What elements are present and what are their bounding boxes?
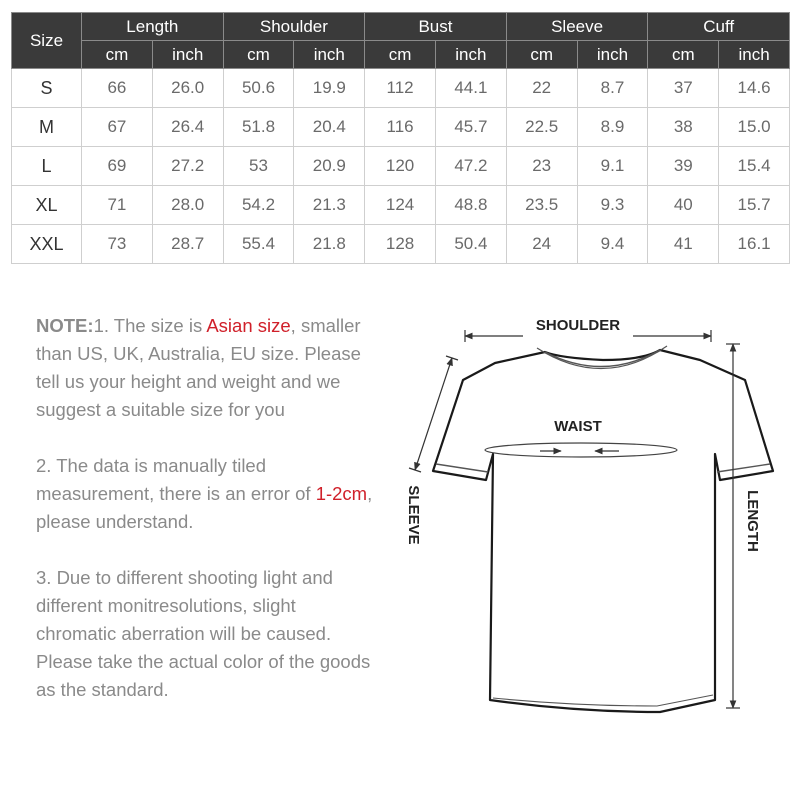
note-1-text: 1. The size is	[93, 315, 207, 336]
table-cell: 15.4	[719, 147, 790, 186]
table-cell: 24	[506, 225, 577, 264]
table-cell: 9.4	[577, 225, 648, 264]
table-cell: 15.0	[719, 108, 790, 147]
table-cell: 21.3	[294, 186, 365, 225]
note-2-highlight: 1-2cm	[315, 483, 368, 504]
shoulder-measurement	[465, 316, 711, 342]
table-cell: 67	[82, 108, 153, 147]
table-cell: 47.2	[435, 147, 506, 186]
unit-header: cm	[223, 41, 294, 69]
note-2-text-end: , please understand.	[36, 483, 373, 532]
table-cell: 14.6	[719, 69, 790, 108]
size-cell: XL	[12, 186, 82, 225]
table-cell: 39	[648, 147, 719, 186]
table-cell: 66	[82, 69, 153, 108]
table-cell: 51.8	[223, 108, 294, 147]
table-cell: 20.4	[294, 108, 365, 147]
table-unit-header-row	[12, 41, 790, 69]
table-cell: 26.0	[152, 69, 223, 108]
size-chart-table	[11, 12, 790, 264]
tshirt-seams	[436, 346, 770, 706]
length-label: LENGTH	[744, 490, 761, 552]
shoulder-label: SHOULDER	[535, 317, 621, 334]
table-cell: 55.4	[223, 225, 294, 264]
table-cell: 22	[506, 69, 577, 108]
note-1-text-end: , smaller than US, UK, Australia, EU size. Please tell us your height and weight and we suggest a suitable size for you	[36, 315, 361, 420]
size-cell: S	[12, 69, 82, 108]
table-cell: 15.7	[719, 186, 790, 225]
tshirt-outline	[433, 350, 773, 712]
table-cell: 23.5	[506, 186, 577, 225]
table-cell: 28.0	[152, 186, 223, 225]
table-cell: 116	[365, 108, 436, 147]
sleeve-label: SLEEVE	[405, 485, 422, 545]
table-cell: 128	[365, 225, 436, 264]
table-cell: 45.7	[435, 108, 506, 147]
unit-header: cm	[506, 41, 577, 69]
table-cell: 48.8	[435, 186, 506, 225]
unit-header: inch	[435, 41, 506, 69]
notes-section	[36, 312, 381, 732]
table-cell: 40	[648, 186, 719, 225]
table-cell: 53	[223, 147, 294, 186]
table-cell: 21.8	[294, 225, 365, 264]
table-row	[12, 108, 790, 147]
table-row	[12, 147, 790, 186]
sleeve-measurement	[405, 356, 458, 545]
table-cell: 44.1	[435, 69, 506, 108]
unit-header: cm	[365, 41, 436, 69]
table-cell: 27.2	[152, 147, 223, 186]
table-cell: 20.9	[294, 147, 365, 186]
table-cell: 37	[648, 69, 719, 108]
table-cell: 124	[365, 186, 436, 225]
note-2-text: 2. The data is manually tiled measurement, there is an error of	[36, 455, 316, 504]
table-cell: 26.4	[152, 108, 223, 147]
table-cell: 73	[82, 225, 153, 264]
table-cell: 38	[648, 108, 719, 147]
table-cell: 9.3	[577, 186, 648, 225]
unit-header: cm	[648, 41, 719, 69]
unit-header: inch	[577, 41, 648, 69]
table-cell: 16.1	[719, 225, 790, 264]
tshirt-measurement-diagram	[395, 300, 795, 740]
unit-header: cm	[82, 41, 153, 69]
note-label: NOTE:	[36, 315, 94, 336]
unit-header: inch	[152, 41, 223, 69]
size-cell: M	[12, 108, 82, 147]
length-measurement	[726, 344, 761, 708]
table-cell: 120	[365, 147, 436, 186]
size-cell: XXL	[12, 225, 82, 264]
note-1-highlight: Asian size	[206, 315, 291, 336]
group-header-bust: Bust	[365, 13, 507, 41]
group-header-shoulder: Shoulder	[223, 13, 365, 41]
table-row	[12, 186, 790, 225]
waist-label: WAIST	[554, 418, 602, 435]
unit-header: inch	[294, 41, 365, 69]
table-cell: 23	[506, 147, 577, 186]
table-row	[12, 69, 790, 108]
size-cell: L	[12, 147, 82, 186]
table-cell: 8.7	[577, 69, 648, 108]
note-3: 3. Due to different shooting light and different monitresolutions, slight chromatic aberration will be caused. Please take the actual color of the goods as the standard.	[36, 567, 371, 700]
table-cell: 50.6	[223, 69, 294, 108]
note-2	[36, 452, 381, 536]
table-row	[12, 225, 790, 264]
table-cell: 41	[648, 225, 719, 264]
table-cell: 19.9	[294, 69, 365, 108]
table-cell: 71	[82, 186, 153, 225]
table-cell: 22.5	[506, 108, 577, 147]
group-header-sleeve: Sleeve	[506, 13, 648, 41]
group-header-cuff: Cuff	[648, 13, 790, 41]
table-cell: 112	[365, 69, 436, 108]
table-cell: 50.4	[435, 225, 506, 264]
table-group-header-row	[12, 13, 790, 41]
table-cell: 69	[82, 147, 153, 186]
table-cell: 9.1	[577, 147, 648, 186]
group-header-length: Length	[82, 13, 224, 41]
table-cell: 28.7	[152, 225, 223, 264]
note-1	[36, 312, 381, 424]
table-cell: 54.2	[223, 186, 294, 225]
table-cell: 8.9	[577, 108, 648, 147]
waist-measurement	[485, 418, 677, 457]
size-column-header: Size	[12, 13, 82, 69]
unit-header: inch	[719, 41, 790, 69]
